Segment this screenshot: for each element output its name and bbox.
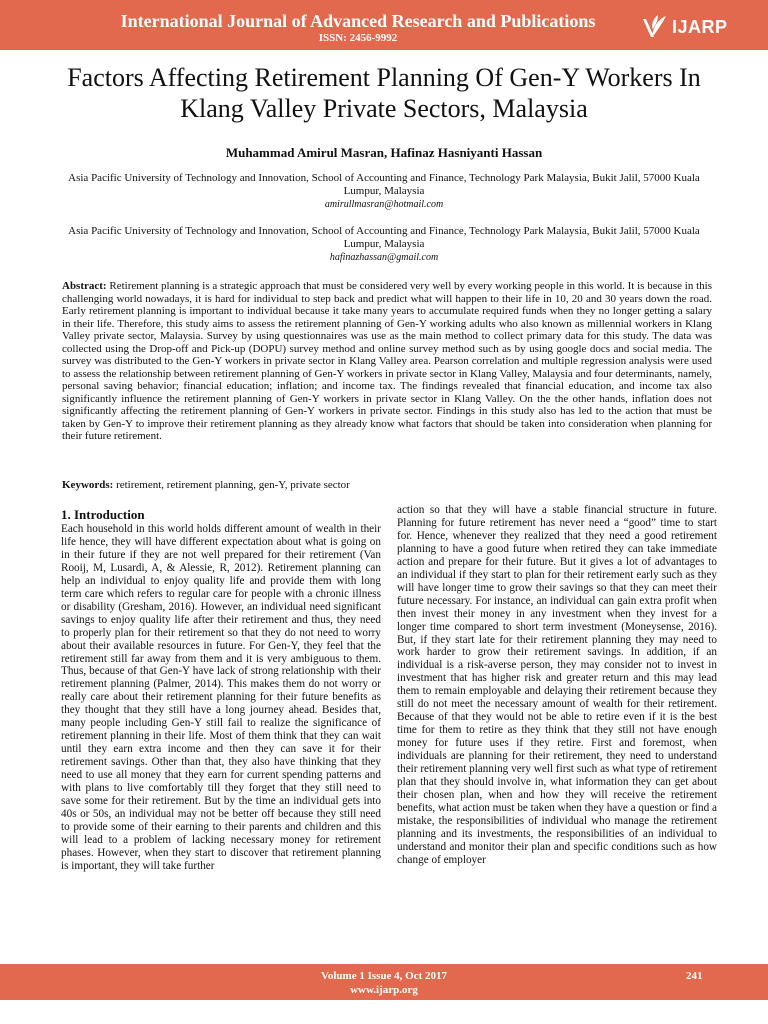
journal-issn: ISSN: 2456-9992 [318, 32, 398, 44]
body-column-right [397, 504, 717, 867]
paper-authors: Muhammad Amirul Masran, Hafinaz Hasniyanti Hassan [225, 145, 543, 160]
journal-header [0, 0, 768, 50]
page-number: 241 [686, 970, 703, 982]
author-1-email: amirullmasran@hotmail.com [324, 199, 444, 210]
journal-footer [0, 964, 768, 1000]
introduction-paragraph-left: Each household in this world holds different amount of wealth in their life hence, they will have different expectation about what is going on in their future if they are not well prepared for their retirement (Van Rooij, M, Lusardi, A, & Alessie, R, 2012). Retirement planning can help an individual to enjoy quality life and provide them with long term care which refers to regular care for people with a chronic illness or disability (Gresham, 2016). However, an individual need significant savings to enjoy quality life after their retirement and thus, they need to properly plan for their retirement so that they do not need to worry about their available resources in future. For Gen-Y, they feel that the retirement still far away from them and it is very ambiguous to them. Thus, because of that Gen-Y have lack of strong relationship with their retirement planning (Palmer, 2014). This makes them do not worry or really care about their retirement planning for their future benefits as they thought that they still have a long journey ahead. Besides that, many people including Gen-Y still fail to realize the significance of retirement planning in their life. Most of them think that they can wait until they earn extra income and then they can save it for their retirement savings. Other than that, they also have thinking that they need to use all money that they earn for current spending patterns and with plans to live comfortably till they forget that they still need to save some for their retirement. But by the time an individual gets into 40s or 50s, an individual may not be better off because they still need to provide some of their earning to their parents and children and this will lead to a problem of lacking necessary money for retirement phases. However, when they start to discover that retirement planning is important, they will take further [61, 523, 381, 872]
footer-url[interactable]: www.ijarp.org [350, 984, 418, 996]
paper-title: Factors Affecting Retirement Planning Of Gen-Y Workers In Klang Valley Private Sectors, Malaysia [67, 63, 701, 123]
affiliation-1-text: Asia Pacific University of Technology and Innovation, School of Accounting and Finance, Technology Park Malaysia, Bukit Jalil, 57000 Kuala Lumpur, Malaysia [68, 172, 700, 197]
logo-text: IJARP [672, 17, 728, 37]
keywords [62, 479, 712, 492]
author-2-email: hafinazhassan@gmail.com [329, 252, 439, 263]
journal-title: International Journal of Advanced Research and Publications [120, 11, 596, 31]
abstract-text: Retirement planning is a strategic approach that must be considered very well by every working people in this world. It is because in this challenging world nowadays, it is hard for individual to step back and predict what will happen to their life in 10, 20 and 30 years down the road. Early retirement planning is important to individual because it take many years to accumulate required funds when they no longer getting a salary in their life. Therefore, this study aims to assess the retirement planning of Gen-Y working adults who also known as millennial workers in Klang Valley private sector, Malaysia. Survey by using questionnaires was use as the main method to collect primary data for this study. The data was collected using the Drop-off and Pick-up (DOPU) survey method and online survey method such as by using google docs and social media. The survey was distributed to the Gen-Y workers in private sector in Klang Valley area. Pearson correlation and multiple regression analysis were used to assess the relationship between retirement planning of Gen-Y workers in private sector in Klang Valley, Malaysia and four determinants, namely, personal saving behavior; financial education; inflation; and income tax. The findings revealed that financial education, and income tax also significantly influence the retirement planning of Gen-Y workers in private sector in Klang Valley. On the the other hands, inflation does not significantly affecting the retirement planning of Gen-Y workers in private sector. Findings in this study also has led to the action that must be taken by Gen-Y to improve their retirement planning as they already know what factors that should be taken into consideration when planning for their future retirement. [62, 280, 712, 442]
keywords-label: Keywords: [62, 479, 114, 491]
abstract [62, 280, 712, 443]
introduction-paragraph-right: action so that they will have a stable financial structure in future. Planning for future retirement has never need a “good” time to start for. Hence, whenever they realized that they need a good retirement planning to have a good future when retired they can take immediate action and prepare for their future. But it gives a lot of advantages to an individual if they start to plan for their retirement early such as they will have longer time to grow their savings so that they can meet their future necessary. For instance, an individual can gain extra profit when then invest their money in any investment when they invest for a longer time compared to short term investment (Moneysense, 2016). But, if they start late for their retirement planning they may need to work harder to grow their retirement savings. In addition, if an individual is a risk-averse person, they may consider not to invest in investment that has higher risk and greater return and this may lead them to remain employable and delaying their retirement because they still do not meet the necessary amount of wealth for their retirement. Because of that they would not be able to retire even if it is the best time for them to retire as they think that they still not have enough money for future uses if they retire. First and foremost, when individuals are planning for their retirement, they need to understand their retirement planning very well first such as what type of retirement plan that they should involve in, what information they can get about their chosen plan, when and how they will receive the retirement benefits, what action must be taken when they have a question or find a mistake, the responsibilities of individual who manage the retirement planning and its investments, the responsibilities of an individual to understand and monitor their plan and specific conditions such as how change of employer [397, 504, 717, 866]
affiliation-2-text: Asia Pacific University of Technology and Innovation, School of Accounting and Finance, Technology Park Malaysia, Bukit Jalil, 57000 Kuala Lumpur, Malaysia [68, 225, 700, 250]
keywords-text: retirement, retirement planning, gen-Y, private sector [116, 479, 350, 491]
affiliation-1 [60, 172, 708, 211]
body-column-left [61, 508, 381, 873]
affiliation-2 [60, 225, 708, 264]
section-heading-introduction: 1. Introduction [61, 507, 145, 522]
abstract-label: Abstract: [62, 280, 107, 292]
ijarp-leaf-icon [640, 13, 668, 39]
footer-volume: Volume 1 Issue 4, Oct 2017 [320, 970, 448, 982]
